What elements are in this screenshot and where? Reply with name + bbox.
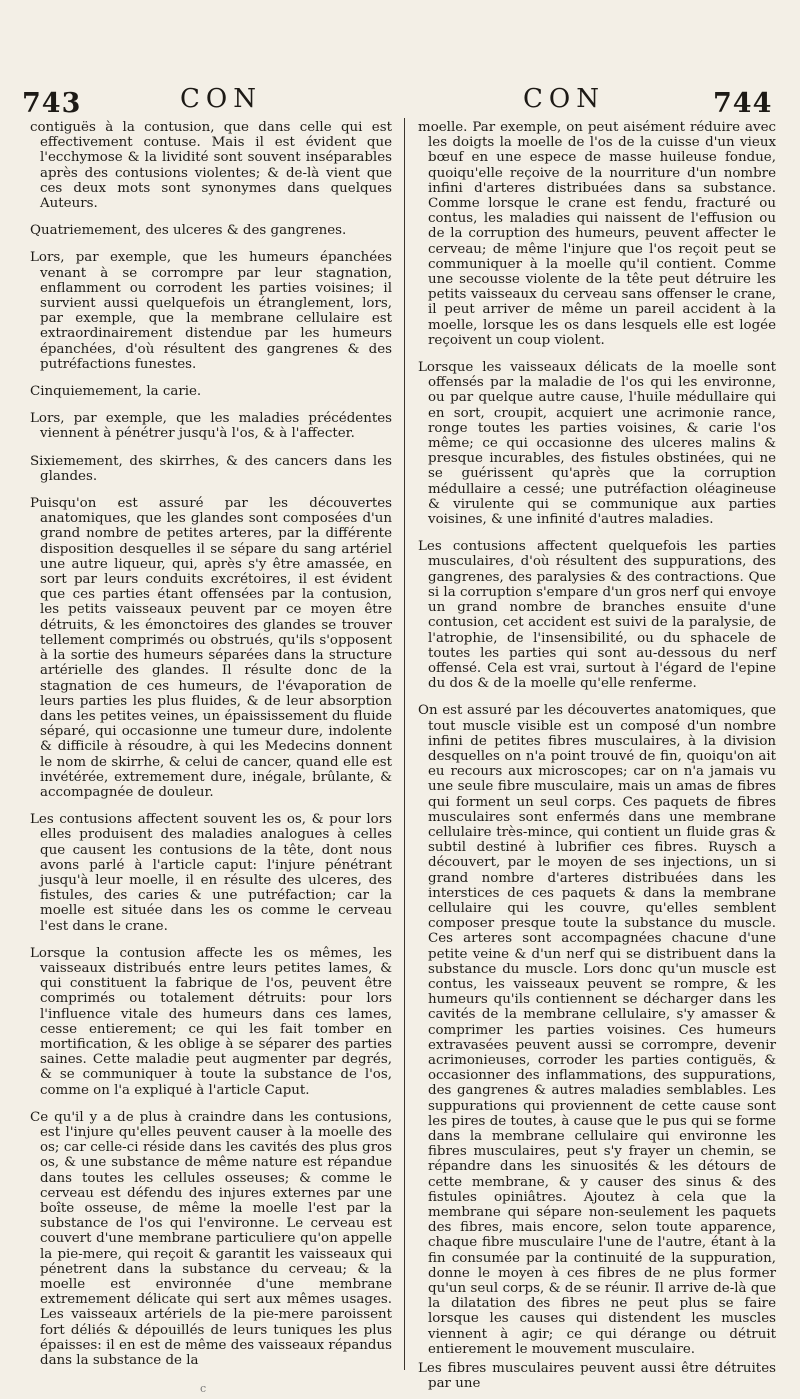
paragraph: Lorsque les vaisseaux délicats de la moelle sont offensés par la maladie de l'os qui les environne, ou par quelque autre cause, l'huile médullaire qui en sort, croupit, acquiert une acrimonie rance, ronge toutes les parties voisines, & carie l'os même; ce qui occasionne des ulceres malins & presque incurables, des fistules obstinées, qui ne se guérissent qu'après que la corruption médullaire a cessé; une putréfaction oléagineuse & virulente qui se communique aux parties voisines, & une infinité d'autres maladies. (418, 360, 776, 528)
paragraph: Sixiemement, des skirrhes, & des cancers dans les glandes. (30, 453, 392, 484)
left-column (30, 120, 392, 1380)
paragraph: Ce qu'il y a de plus à craindre dans les contusions, est l'injure qu'elles peuvent causer à la moelle des os; car celle-ci réside dans les cavités des plus gros os, & une substance de même nature est répandue dans toutes les cellules osseuses; & comme le cerveau est défendu des injures externes par une boîte osseuse, de même la moelle l'est par la substance de l'os qui l'environne. Le cerveau est couvert d'une membrane particuliere qu'on appelle la pie-mere, qui reçoit & garantit les vaisseaux qui pénetrent dans la substance du cerveau; & la moelle est environnée d'une membrane extremement délicate qui sert aux mêmes usages. Les vaisseaux artériels de la pie-mere paroissent fort déliés & dépouillés de leurs tuniques les plus épaisses: il en est de même des vaisseaux répandus dans la substance de la (30, 1109, 392, 1369)
right-running-head: CON (523, 84, 605, 114)
paragraph: Cinquiemement, la carie. (30, 384, 202, 400)
paragraph: Lors, par exemple, que les humeurs épanchées venant à se corrompre par leur stagnation, enflamment ou corrodent les parties voisines; il survient aussi quelquefois un étranglement, lors, par exemple, que la membrane cellulaire est extraordinairement distendue par les humeurs épanchées, d'où résultent des gangrenes & des putréfactions funestes. (30, 250, 392, 372)
column-divider (404, 118, 405, 1370)
paragraph: contiguës à la contusion, que dans celle qui est effectivement contuse. Mais il est évident que l'ecchymose & la lividité sont souvent inséparables après des contusions violentes; & de-là vient que ces deux mots sont synonymes dans quelques Auteurs. (30, 120, 392, 212)
left-page-number: 743 (22, 88, 82, 119)
right-column (418, 120, 776, 1392)
paragraph: Quatriemement, des ulceres & des gangrenes. (30, 223, 347, 239)
paragraph: Lors, par exemple, que les maladies précédentes viennent à pénétrer jusqu'à l'os, & à l'affecter. (30, 411, 392, 442)
paragraph: Les contusions affectent quelquefois les parties musculaires, d'où résultent des suppurations, des gangrenes, des paralysies & des contractions. Que si la corruption s'empare d'un gros nerf qui envoye un grand nombre de branches ensuite d'une contusion, cet accident est suivi de la paralysie, de l'atrophie, de l'insensibilité, ou du sphacele de toutes les parties qui sont au-dessous du nerf offensé. Cela est vrai, surtout à l'égard de l'epine du dos & de la moelle qu'elle renferme. (418, 539, 776, 692)
paragraph: On est assuré par les découvertes anatomiques, que tout muscle visible est un composé d'un nombre infini de petites fibres musculaires, à la division desquelles on n'a point trouvé de fin, quoiqu'on ait eu recours aux microscopes; car on n'a jamais vu une seule fibre musculaire, mais un amas de fibres qui forment un seul corps. Ces paquets de fibres musculaires sont enfermés dans une membrane cellulaire très-mince, qui contient un fluide gras & subtil destiné à lubrifier ces fibres. Ruysch a découvert, par le moyen de ses injections, un si grand nombre d'arteres distribuées dans les interstices de ces paquets & dans la membrane cellulaire qui les couvre, qu'elles semblent composer presque toute la substance du muscle. Ces arteres sont accompagnées chacune d'une petite veine & d'un nerf qui se distribuent dans la substance du muscle. Lors donc qu'un muscle est contus, les vaisseaux peuvent se rompre, & les humeurs qu'ils contiennent se décharger dans les cavités de la membrane cellulaire, s'y amasser & comprimer les parties voisines. Ces humeurs extravasées peuvent aussi se corrompre, devenir acrimonieuses, corroder les parties contiguës, & occasionner des inflammations, des suppurations, des gangrenes & autres maladies semblables. Les suppurations qui proviennent de cette cause sont les pires de toutes, à cause que le pus qui se forme dans la membrane cellulaire qui environne les fibres musculaires, peut s'y frayer un chemin, se répandre dans les sinuosités & les détours de cette membrane, & y causer des sinus & des fistules opiniâtres. Ajoutez à cela que la membrane qui sépare non-seulement les paquets des fibres, mais encore, selon toute apparence, chaque fibre musculaire l'une de l'autre, étant à la fin consumée par la continuité de la suppuration, donne le moyen à ces fibres de ne plus former qu'un seul corps, & de se réunir. Il arrive de-là que la dilatation des fibres ne peut plus se faire lorsque les causes qui distendent les muscles viennent à agir; ce qui dérange ou détruit entierement le mouvement musculaire. (418, 703, 776, 1357)
page-header (0, 82, 800, 118)
paragraph: moelle. Par exemple, on peut aisément réduire avec les doigts la moelle de l'os de la cuisse d'un vieux bœuf en une espece de masse huileuse fondue, quoiqu'elle reçoive de la nourriture d'un nombre infini d'arteres distribuées dans sa substance. Comme lorsque le crane est fendu, fracturé ou contus, les maladies qui naissent de l'effusion ou de la corruption des humeurs, peuvent affecter le cerveau; de même l'injure que l'os reçoit peut se communiquer à la moelle qu'il contient. Comme une secousse violente de la tête peut détruire les petits vaisseaux du cerveau sans offenser le crane, il peut arriver de même un pareil accident à la moelle, lorsque les os dans lesquels elle est logée reçoivent un coup violent. (418, 120, 776, 348)
paragraph: Les fibres musculaires peuvent aussi être détruites par une (418, 1361, 776, 1392)
paragraph: Puisqu'on est assuré par les découvertes anatomiques, que les glandes sont composées d'un grand nombre de petites arteres, par la différente disposition desquelles il se sépare du sang artériel une autre liqueur, qui, après s'y être amassée, en sort par leurs conduits excrétoires, il est évident que ces parties étant offensées par la contusion, les petits vaisseaux peuvent par ce moyen être détruits, & les émonctoires des glandes se trouver tellement comprimés ou obstrués, qu'ils s'opposent à la sortie des humeurs séparées dans la structure artérielle des glandes. Il résulte donc de la stagnation de ces humeurs, de l'évaporation de leurs parties les plus fluides, & de leur absorption dans les petites veines, un épaississement du fluide séparé, qui occasionne une tumeur dure, indolente & difficile à résoudre, à qui les Medecins donnent le nom de skirrhe, & celui de cancer, quand elle est invétérée, extremement dure, inégale, brûlante, & accompagnée de douleur. (30, 496, 392, 800)
paragraph: Les contusions affectent souvent les os, & pour lors elles produisent des maladies analogues à celles que causent les contusions de la tête, dont nous avons parlé à l'article caput: l'injure pénétrant jusqu'à leur moelle, il en résulte des ulceres, des fistules, des caries & une putréfaction; car la moelle est située dans les os comme le cerveau l'est dans le crane. (30, 812, 392, 934)
footer-mark: c (200, 1382, 207, 1395)
left-running-head: CON (180, 84, 262, 114)
right-page-number: 744 (713, 88, 773, 119)
paragraph: Lorsque la contusion affecte les os mêmes, les vaisseaux distribués entre leurs petites lames, & qui constituent la fabrique de l'os, peuvent être comprimés ou totalement détruits: pour lors l'influence vitale des humeurs dans ces lames, cesse entierement; ce qui les fait tomber en mortification, & les oblige à se séparer des parties saines. Cette maladie peut augmenter par degrés, & se communiquer à toute la substance de l'os, comme on l'a expliqué à l'article Caput. (30, 945, 392, 1098)
